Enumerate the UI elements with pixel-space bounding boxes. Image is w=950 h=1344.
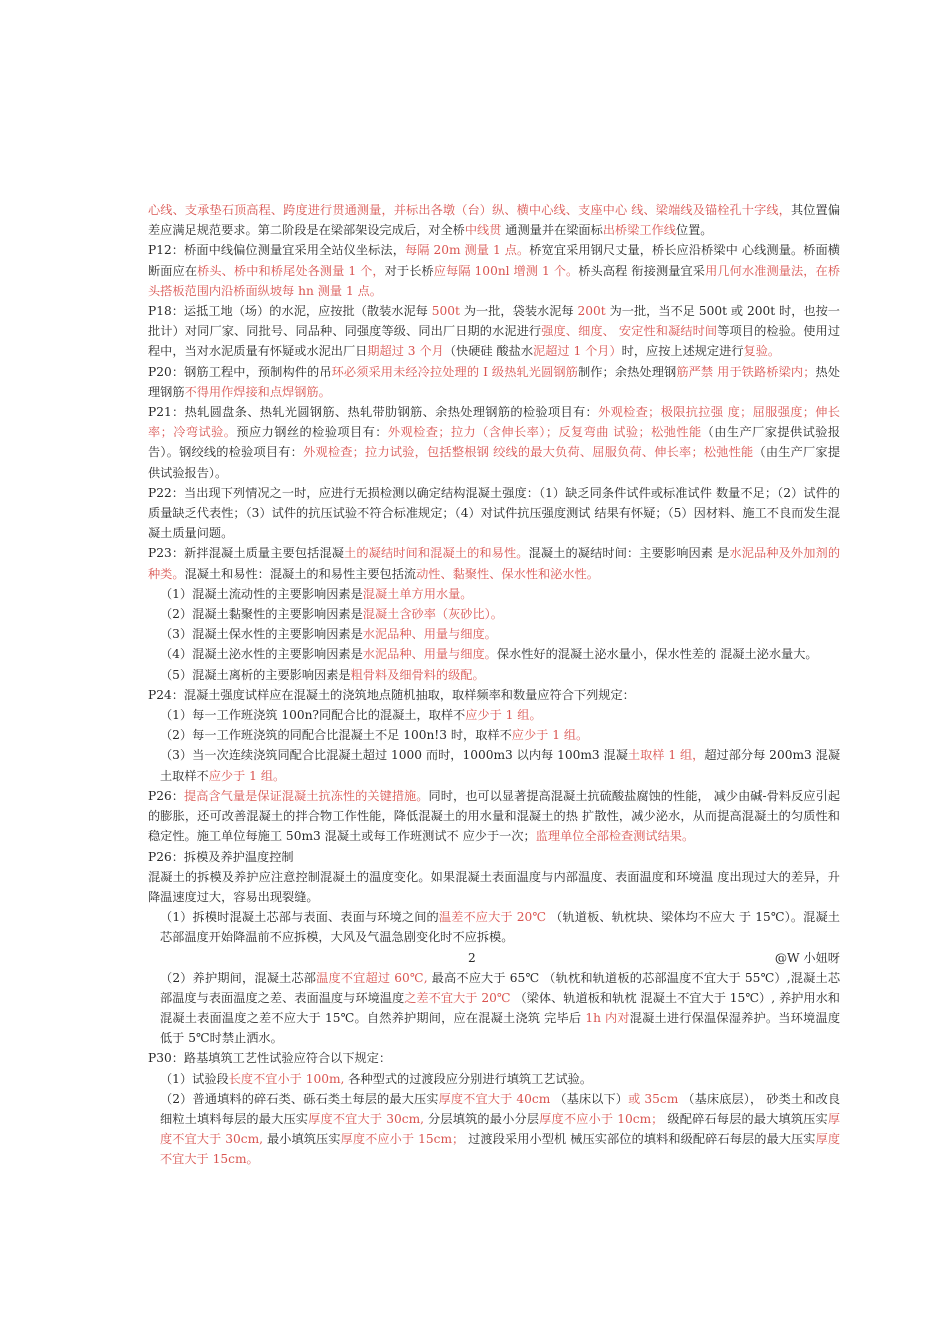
highlighted-text: 不得用作焊接和点焊钢筋。 — [184, 384, 331, 399]
text-run: P26：拆模及养护温度控制 — [148, 849, 294, 864]
text-run: 级配碎石每层的最大填筑压实 — [663, 1111, 828, 1126]
highlighted-text: 1h 内对 — [585, 1010, 630, 1025]
highlighted-text: 水泥品种、用量与细度。 — [362, 647, 497, 662]
highlighted-text: 厚度不宜大于 15cm。 — [160, 1132, 841, 1167]
highlighted-text: 水泥品种、用量与细度。 — [362, 627, 497, 642]
highlighted-text: 500t — [431, 304, 460, 319]
text-run: （由生产厂家提供试验报告）。钢绞线的检验项目有： — [148, 425, 841, 460]
highlighted-text: 筋严禁 用于铁路桥梁内； — [676, 364, 816, 379]
text-run: （2）普通填料的碎石类、砾石类土每层的最大压实 — [160, 1091, 439, 1106]
highlighted-text: 强度、细度、 安定性和凝结时间 — [541, 324, 718, 339]
text-run: （1）试验段 — [160, 1071, 229, 1086]
paragraph — [148, 624, 840, 644]
highlighted-text: 外观检查；极限抗拉强 度；屈服强度；伸长率；冷弯试验。 — [148, 405, 840, 440]
text-run: 等项目的检验。使用过程中，当对水泥质量有怀疑或水泥出厂日 — [148, 324, 841, 359]
paragraph — [148, 1069, 840, 1089]
highlighted-text: 环必须采用未经冷拉处理的 I 级热轧光圆钢筋 — [331, 364, 578, 379]
highlighted-text: 或 35cm — [628, 1091, 679, 1106]
highlighted-text: 混凝土含砂率（灰砂比）。 — [362, 607, 503, 622]
highlighted-text: 长度不宜小于 100m, — [228, 1071, 345, 1086]
highlighted-text: 每隔 20m 测量 1 点。 — [404, 243, 530, 258]
page-number: 2 — [468, 950, 476, 965]
text-run: 最小填筑压实 — [263, 1132, 341, 1147]
paragraph — [148, 240, 840, 301]
text-run: （2）养护期间，混凝土芯部 — [160, 970, 317, 985]
text-run: 分层填筑的最小分层 — [424, 1111, 540, 1126]
text-run: 桥宽宜采用钢尺丈量，桥长应沿桥梁中 心线测量。桥面横断面应在 — [148, 243, 840, 278]
text-run: P30：路基填筑工艺性试验应符合以下规定： — [148, 1051, 392, 1066]
highlighted-text: 并标出各墩（台）纵、横中心线、支座中心 线、梁端线及锚栓孔十字线， — [393, 203, 791, 217]
highlighted-text: 水泥品种及外加剂的种类。 — [148, 546, 841, 581]
highlighted-text: 粗骨料及细骨料的级配。 — [350, 667, 485, 682]
highlighted-text: 心线、支承垫石顶高程、跨度进行贯通测量， — [148, 203, 394, 217]
highlighted-text: 厚度不应小于 10cm； — [539, 1111, 664, 1126]
highlighted-text: 厚度不宜大于 30cm, — [160, 1111, 841, 1147]
text-run: （1）每一工作班浇筑 100n?同配合比的混凝土，取样不 — [160, 708, 466, 723]
text-run: （基床以下） — [550, 1091, 629, 1106]
text-run: （5）混凝土离析的主要影响因素是 — [160, 667, 351, 682]
highlighted-text: 应每隔 100nl 增测 1 个。 — [433, 263, 579, 278]
text-run: （由生产厂家提供试验报告）。 — [148, 445, 841, 480]
text-run: P26： — [148, 788, 184, 803]
paragraph — [148, 786, 840, 847]
text-run: （快硬硅 酸盐水 — [443, 344, 534, 359]
text-run: （1）混凝土流动性的主要影响因素是 — [160, 586, 363, 601]
paragraph — [148, 362, 840, 402]
highlighted-text: 出桥梁工作线 — [602, 223, 676, 238]
highlighted-text: 动性、黏聚性、保水性和泌水性。 — [416, 566, 599, 581]
highlighted-text: 期超过 3 个月 — [367, 344, 444, 359]
text-run: P12：桥面中线偏位测量宜采用全站仪坐标法， — [148, 243, 405, 258]
highlighted-text: 厚度不宜大于 30cm, — [308, 1111, 425, 1126]
highlighted-text: 温差不应大于 20℃ — [438, 910, 547, 925]
text-run: （3）混凝土保水性的主要影响因素是 — [160, 627, 363, 642]
text-run: 保水性好的混凝土泌水量小，保水性差的 混凝土泌水量大。 — [496, 647, 818, 662]
text-run: （4）混凝土泌水性的主要影响因素是 — [160, 647, 363, 662]
text-run: P23：新拌混凝土质量主要包括混凝 — [148, 546, 345, 561]
highlighted-text: 之差不宜大于 20℃ — [404, 990, 511, 1005]
paragraph — [148, 968, 840, 1049]
text-run: 混凝土的拆模及养护应注意控制混凝土的温度变化。如果混凝土表面温度与内部温度、表面温度和环境温 度出现过大的差异，升降温速度过大，容易出现裂缝。 — [148, 869, 840, 904]
text-run: P24：混凝土强度试样应在混凝土的浇筑地点随机抽取，取样频率和数量应符合下列规定： — [148, 687, 635, 702]
paragraph — [148, 1048, 840, 1068]
page-footer — [148, 948, 840, 968]
text-run: 同时，也可以显著提高混凝土抗硫酸盐腐蚀的性能， 减少由碱-骨料反应引起的膨胀，还可改善混凝土的拌合物工作性能，降低混凝土的用水量和混凝土的热 扩散性，减少泌水，从而提高混凝土的匀质性和稳定性。施工单位每施工 50m3 混凝土或每工作班测试不 应少于一次； — [148, 788, 841, 844]
paragraph — [148, 301, 840, 362]
highlighted-text: 土取样 1 组， — [627, 748, 705, 763]
text-run: P20：钢筋工程中，预制构件的吊 — [148, 364, 332, 379]
text-run: 混凝土的凝结时间：主要影响因素 是 — [528, 546, 730, 561]
text-run: （2）混凝土黏聚性的主要影响因素是 — [160, 607, 363, 622]
highlighted-text: 泥超过 1 个月） — [533, 344, 622, 359]
highlighted-text: 用几何水准测量法，在桥头搭板范围内沿桥面纵坡每 hn 测量 1 点。 — [148, 263, 841, 298]
text-run: 最高不应大于 65℃ （轨枕和轨道板的芯部温度不宜大于 55℃）,混凝土芯部温度与表面温度之差、表面温度与环境温度 — [160, 970, 841, 1005]
highlighted-text: 厚度不应小于 15cm； — [340, 1132, 465, 1147]
text-run: P18：运抵工地（场）的水泥，应按批（散装水泥每 — [148, 304, 432, 319]
text-run: 制作；余热处理钢 — [577, 364, 677, 379]
text-run: 为一批，当不足 500t 或 200t 时，也按一批计）对同厂家、同批号、同品种、同强度等级、同出厂日期的水泥进行 — [148, 304, 840, 339]
paragraph — [148, 907, 840, 947]
paragraph — [148, 200, 840, 240]
text-run: （基床底层）， 砂类土和改良细粒土填料每层的最大压实 — [160, 1091, 841, 1126]
paragraph — [148, 847, 840, 867]
highlighted-text: 应少于 1 组。 — [511, 728, 589, 743]
highlighted-text: 复验。 — [743, 344, 781, 359]
highlighted-text: 混凝土单方用水量。 — [362, 586, 473, 601]
text-run: 混凝土进行保温保湿养护。当环境温度低于 5℃时禁止洒水。 — [160, 1010, 841, 1046]
paragraph — [148, 584, 840, 604]
text-run: 预应力钢丝的检验项目有： — [236, 425, 388, 440]
highlighted-text: 200t — [577, 304, 606, 319]
text-run: 各种型式的过渡段应分别进行填筑工艺试验。 — [344, 1071, 593, 1086]
text-run: 热处理钢筋 — [148, 364, 841, 399]
highlighted-text: 监理单位全部检查测试结果。 — [535, 829, 695, 844]
paragraph — [148, 867, 840, 907]
text-run: 通测量并在梁面标 — [501, 223, 603, 238]
highlighted-text: 应少于 1 组。 — [208, 768, 286, 783]
text-run: P21：热轧圆盘条、热轧光圆钢筋、热轧带肋钢筋、余热处理钢筋的检验项目有： — [148, 405, 599, 420]
highlighted-text: 外观检查；拉力（含伸长率）；反复弯曲 试验；松弛性能 — [387, 425, 702, 440]
text-run: 为一批，袋装水泥每 — [459, 304, 578, 319]
text-run: 其位置偏差应满足规范要求。第二阶段是在梁部架设完成后，对全桥 — [148, 203, 841, 238]
paragraph — [148, 725, 840, 745]
text-run: （2）每一工作班浇筑的同配合比混凝土不足 100n!3 时，取样不 — [160, 728, 512, 743]
text-run: （梁体、轨道板和轨枕 混凝土不宜大于 15℃）, 养护用水和混凝土表面温度之差不应大于 15℃。自然养护期间，应在混凝土浇筑 完毕后 — [160, 990, 840, 1025]
highlighted-text: 中线贯 — [464, 223, 502, 238]
watermark-text: @W 小妞呀 — [774, 950, 840, 965]
text-run: （3）当一次连续浇筑同配合比混凝土超过 1000 而时，1000m3 以内每 100m3 混凝 — [160, 748, 628, 763]
text-run: 过渡段采用小型机 械压实部位的填料和级配碎石每层的最大压实 — [464, 1132, 816, 1147]
paragraph — [148, 483, 840, 544]
paragraph — [148, 1089, 840, 1170]
highlighted-text: 提高含气量是保证混凝土抗冻性的关键措施。 — [183, 788, 429, 803]
text-run: 混凝土和易性：混凝土的和易性主要包括流 — [184, 566, 417, 581]
highlighted-text: 桥头、桥中和桥尾处各测量 1 个， — [197, 263, 385, 278]
paragraph — [148, 543, 840, 583]
text-run: 位置。 — [675, 223, 713, 238]
text-run: P22：当出现下列情况之一时，应进行无损检测以确定结构混凝土强度：（1）缺乏同条件试件或标准试件 数量不足；（2）试件的质量缺乏代表性；（3）试件的抗压试验不符合标准规定；（4）对试件抗压强度测试 结果有怀疑；（5）因材料、施工不良而发生混凝土质量问题。 — [148, 485, 840, 541]
text-run: 对于长桥 — [384, 263, 434, 278]
paragraph — [148, 665, 840, 685]
paragraph — [148, 685, 840, 705]
highlighted-text: 外观检查；拉力试验，包括整根钢 绞线的最大负荷、屈服负荷、伸长率；松弛性能 — [303, 445, 754, 460]
highlighted-text: 土的凝结时间和混凝土的和易性。 — [344, 546, 529, 561]
text-run: （1）拆模时混凝土芯部与表面、表面与环境之间的 — [160, 910, 439, 925]
paragraph — [148, 644, 840, 664]
paragraph — [148, 745, 840, 785]
paragraph — [148, 705, 840, 725]
highlighted-text: 温度不宜超过 60℃, — [316, 970, 428, 985]
paragraph — [148, 604, 840, 624]
highlighted-text: 厚度不宜大于 40cm — [438, 1091, 551, 1106]
text-run: 桥头高程 衔接测量宜采 — [578, 263, 706, 278]
text-run: 时，应按上述规定进行 — [621, 344, 744, 359]
text-run: 超过部分每 200m3 混凝土取样不 — [160, 748, 841, 783]
text-run: （轨道板、轨枕块、梁体均不应大 于 15℃）。混凝土芯部温度开始降温前不应拆模，大风及气温急剧变化时不应拆模。 — [160, 910, 840, 945]
paragraph — [148, 402, 840, 483]
highlighted-text: 应少于 1 组。 — [465, 708, 542, 723]
